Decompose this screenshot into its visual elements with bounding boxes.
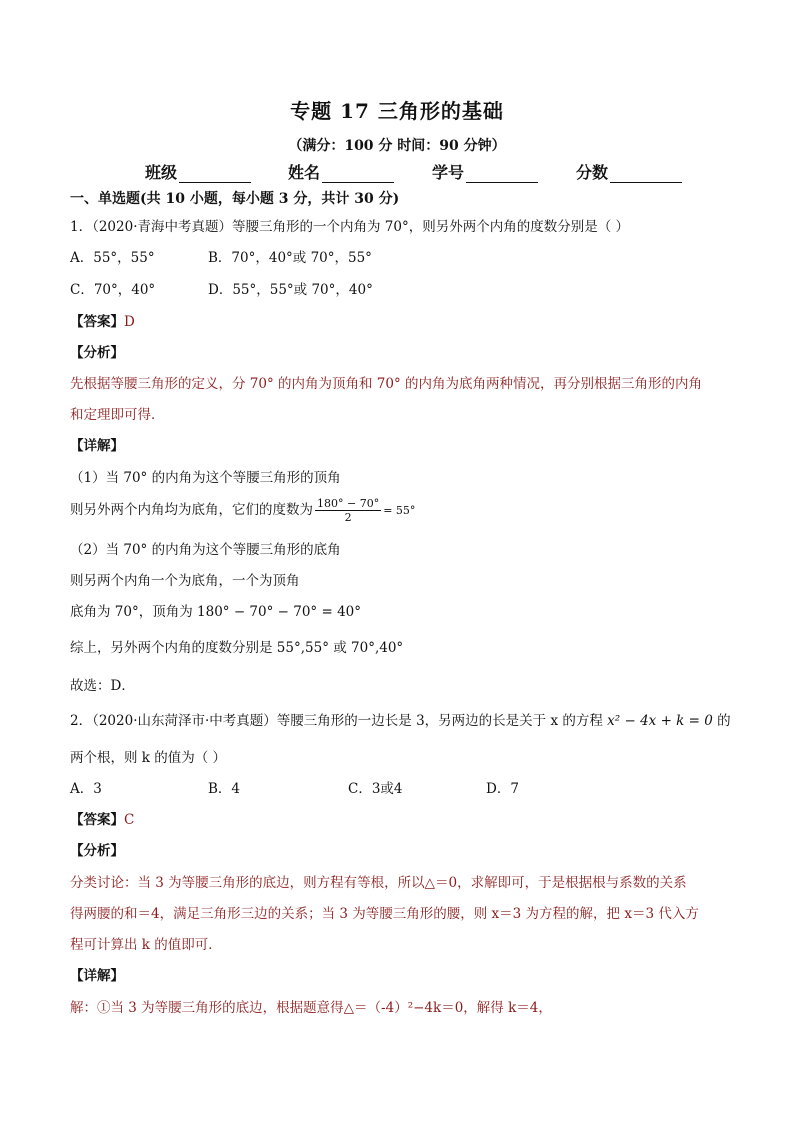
q1-detail-line3: （2）当 70° 的内角为这个等腰三角形的底角 — [70, 542, 341, 558]
q1-detail-line5: 底角为 70°，顶角为 180° − 70° − 70° = 40° — [70, 604, 361, 620]
q2-analysis-line3: 程可计算出 k 的值即可． — [70, 937, 222, 953]
q1-analysis-tag: 【分析】 — [70, 345, 124, 361]
field-number: 学号 — [432, 160, 538, 183]
q2-detail-tag: 【详解】 — [70, 968, 124, 984]
q2-stem-line2: 两个根，则 k 的值为（ ） — [70, 750, 227, 766]
q1-option-c: C．70°，40° — [70, 282, 156, 298]
q1-detail-line6: 综上，另外两个内角的度数分别是 55°,55° 或 70°,40° — [70, 640, 404, 656]
q1-stem: 1．（2020·青海中考真题）等腰三角形的一个内角为 70°，则另外两个内角的度数分别是（ ） — [70, 219, 629, 235]
q2-detail-line1: 解：①当 3 为等腰三角形的底边，根据题意得△＝（-4）²−4k＝0，解得 k＝4， — [70, 1000, 552, 1016]
exam-meta: （满分：100 分 时间：90 分钟） — [288, 138, 506, 154]
q2-analysis-tag: 【分析】 — [70, 843, 124, 859]
q2-stem-line1: 2．（2020·山东菏泽市·中考真题）等腰三角形的一边长是 3，另两边的长是关于 x 的方程 x² − 4x + k = 0 的 — [70, 713, 731, 729]
q2-option-b: B．4 — [208, 781, 241, 797]
q2-answer: 【答案】C — [70, 812, 135, 828]
field-score: 分数 — [576, 160, 682, 183]
q1-detail-line7: 故选：D． — [70, 678, 135, 694]
q1-detail-line1: （1）当 70° 的内角为这个等腰三角形的顶角 — [70, 470, 341, 486]
q1-answer: 【答案】D — [70, 314, 135, 330]
fraction: $\frac{180^\circ - 70^\circ}{2}$ — [317, 497, 380, 524]
q1-detail-tag: 【详解】 — [70, 438, 124, 454]
field-class: 班级 — [145, 160, 251, 183]
q1-option-a: A．55°，55° — [70, 250, 155, 266]
q1-option-d: D．55°，55°或 70°，40° — [208, 282, 373, 298]
q1-analysis-line1: 先根据等腰三角形的定义，分 70° 的内角为顶角和 70° 的内角为底角两种情况，再分别根据三角形的内角 — [70, 376, 703, 392]
section-heading: 一、单选题(共 10 小题，每小题 3 分，共计 30 分) — [70, 191, 400, 207]
q2-option-d: D．7 — [486, 781, 519, 797]
q2-option-c: C．3或4 — [348, 781, 403, 797]
q1-analysis-line2: 和定理即可得． — [70, 407, 165, 423]
field-name: 姓名 — [288, 160, 394, 183]
q1-option-b: B．70°，40°或 70°，55° — [208, 250, 372, 266]
q2-analysis-line2: 得两腰的和＝4，满足三角形三边的关系；当 3 为等腰三角形的腰，则 x＝3 为方程的解，把 x＝3 代入方 — [70, 906, 699, 922]
page-title: 专题 17 三角形的基础 — [290, 99, 504, 123]
q2-analysis-line1: 分类讨论：当 3 为等腰三角形的底边，则方程有等根，所以△＝0，求解即可，于是根据根与系数的关系 — [70, 875, 687, 891]
q2-option-a: A．3 — [70, 781, 102, 797]
q1-detail-line2: 则另外两个内角均为底角，它们的度数为 $\frac{180^\circ - 70^\circ}{2}$ = 55° — [70, 497, 416, 524]
q1-detail-line4: 则另两个内角一个为底角，一个为顶角 — [70, 573, 300, 589]
